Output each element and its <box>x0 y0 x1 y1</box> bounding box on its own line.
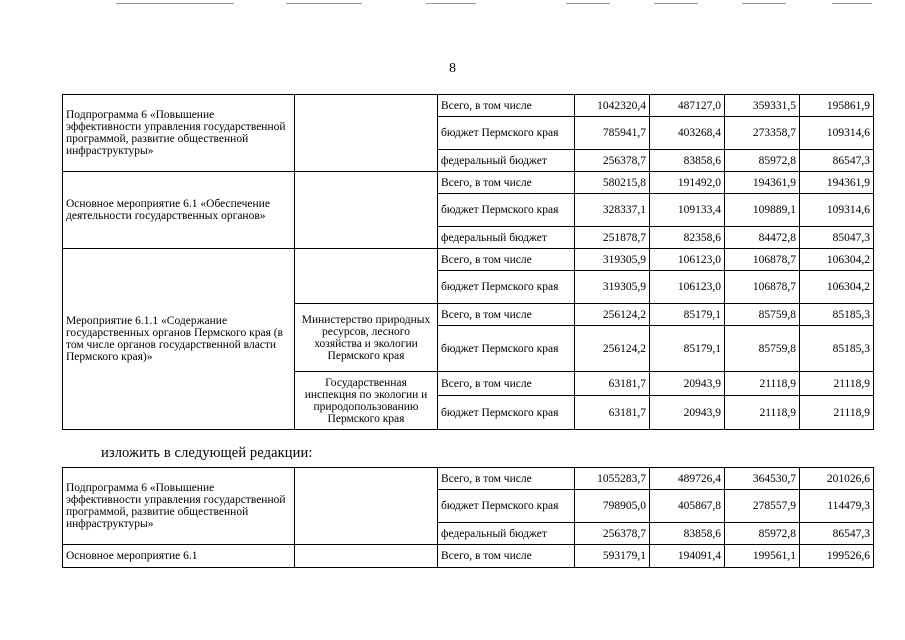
value-cell: 106304,2 <box>800 271 874 304</box>
value-cell: 83858,6 <box>650 523 725 545</box>
source-label: Всего, в том числе <box>438 172 575 194</box>
source-label: бюджет Пермского края <box>438 396 575 430</box>
value-cell: 109889,1 <box>725 194 800 227</box>
value-cell: 256124,2 <box>575 326 650 372</box>
source-label: Всего, в том числе <box>438 468 575 490</box>
value-cell: 109133,4 <box>650 194 725 227</box>
top-rule-6 <box>742 3 786 4</box>
source-label: бюджет Пермского края <box>438 490 575 523</box>
value-cell: 319305,9 <box>575 249 650 271</box>
source-label: Всего, в том числе <box>438 249 575 271</box>
value-cell: 85972,8 <box>725 523 800 545</box>
source-label: Всего, в том числе <box>438 372 575 396</box>
executor-cell <box>295 172 438 249</box>
value-cell: 364530,7 <box>725 468 800 490</box>
source-label: бюджет Пермского края <box>438 194 575 227</box>
value-cell: 201026,6 <box>800 468 874 490</box>
value-cell: 403268,4 <box>650 117 725 150</box>
main-event-6-1-name: Основное мероприятие 6.1 «Обеспечение деятельности государственных органов» <box>63 172 295 249</box>
value-cell: 83858,6 <box>650 150 725 172</box>
value-cell: 328337,1 <box>575 194 650 227</box>
value-cell: 63181,7 <box>575 372 650 396</box>
table-row <box>63 172 874 194</box>
top-rule-7 <box>832 3 872 4</box>
value-cell: 191492,0 <box>650 172 725 194</box>
source-label: федеральный бюджет <box>438 523 575 545</box>
top-rule-5 <box>654 3 698 4</box>
value-cell: 85759,8 <box>725 304 800 326</box>
value-cell: 85179,1 <box>650 304 725 326</box>
value-cell: 85185,3 <box>800 326 874 372</box>
value-cell: 85047,3 <box>800 227 874 249</box>
value-cell: 21118,9 <box>725 372 800 396</box>
value-cell: 20943,9 <box>650 396 725 430</box>
source-label: Всего, в том числе <box>438 545 575 568</box>
top-rule-2 <box>286 3 362 4</box>
executor-cell <box>295 249 438 304</box>
value-cell: 106878,7 <box>725 249 800 271</box>
value-cell: 21118,9 <box>800 372 874 396</box>
value-cell: 580215,8 <box>575 172 650 194</box>
value-cell: 85185,3 <box>800 304 874 326</box>
value-cell: 256124,2 <box>575 304 650 326</box>
value-cell: 798905,0 <box>575 490 650 523</box>
source-label: Всего, в том числе <box>438 304 575 326</box>
table-row <box>63 468 874 490</box>
value-cell: 593179,1 <box>575 545 650 568</box>
value-cell: 86547,3 <box>800 150 874 172</box>
executor-cell <box>295 95 438 172</box>
value-cell: 489726,4 <box>650 468 725 490</box>
top-rule-3 <box>426 3 476 4</box>
value-cell: 405867,8 <box>650 490 725 523</box>
inspection-executor-name: Государственная инспекция по экологии и природопользованию Пермского края <box>295 372 438 430</box>
budget-table-amended <box>62 467 874 568</box>
source-label: бюджет Пермского края <box>438 117 575 150</box>
value-cell: 85972,8 <box>725 150 800 172</box>
value-cell: 85179,1 <box>650 326 725 372</box>
budget-table-original <box>62 94 874 430</box>
executor-cell <box>295 468 438 545</box>
value-cell: 251878,7 <box>575 227 650 249</box>
top-rule-1 <box>116 3 234 4</box>
value-cell: 106878,7 <box>725 271 800 304</box>
value-cell: 194361,9 <box>725 172 800 194</box>
source-label: Всего, в том числе <box>438 95 575 117</box>
value-cell: 199561,1 <box>725 545 800 568</box>
value-cell: 199526,6 <box>800 545 874 568</box>
main-event-6-1-name: Основное мероприятие 6.1 <box>63 545 295 568</box>
value-cell: 256378,7 <box>575 523 650 545</box>
value-cell: 194091,4 <box>650 545 725 568</box>
amendment-instruction: изложить в следующей редакции: <box>101 445 313 461</box>
table-row <box>63 249 874 271</box>
value-cell: 194361,9 <box>800 172 874 194</box>
value-cell: 487127,0 <box>650 95 725 117</box>
value-cell: 21118,9 <box>725 396 800 430</box>
value-cell: 21118,9 <box>800 396 874 430</box>
value-cell: 106123,0 <box>650 249 725 271</box>
executor-cell <box>295 545 438 568</box>
ministry-executor-name: Министерство природных ресурсов, лесного хозяйства и экологии Пермского края <box>295 304 438 372</box>
value-cell: 106123,0 <box>650 271 725 304</box>
value-cell: 84472,8 <box>725 227 800 249</box>
value-cell: 195861,9 <box>800 95 874 117</box>
page-number: 8 <box>449 61 456 76</box>
source-label: бюджет Пермского края <box>438 271 575 304</box>
value-cell: 278557,9 <box>725 490 800 523</box>
top-rule-4 <box>566 3 610 4</box>
source-label: бюджет Пермского края <box>438 326 575 372</box>
value-cell: 319305,9 <box>575 271 650 304</box>
value-cell: 273358,7 <box>725 117 800 150</box>
table-row <box>63 545 874 568</box>
value-cell: 785941,7 <box>575 117 650 150</box>
value-cell: 256378,7 <box>575 150 650 172</box>
value-cell: 1042320,4 <box>575 95 650 117</box>
subprogram-6-name: Подпрограмма 6 «Повышение эффективности управления государственной программой, развитие общественной инфраструктуры» <box>63 468 295 545</box>
event-6-1-1-name: Мероприятие 6.1.1 «Содержание государственных органов Пермского края (в том числе органов государственной власти Пермского края)» <box>63 249 295 430</box>
value-cell: 85759,8 <box>725 326 800 372</box>
table-row <box>63 95 874 117</box>
value-cell: 109314,6 <box>800 194 874 227</box>
value-cell: 20943,9 <box>650 372 725 396</box>
source-label: федеральный бюджет <box>438 227 575 249</box>
value-cell: 106304,2 <box>800 249 874 271</box>
value-cell: 359331,5 <box>725 95 800 117</box>
value-cell: 82358,6 <box>650 227 725 249</box>
source-label: федеральный бюджет <box>438 150 575 172</box>
value-cell: 86547,3 <box>800 523 874 545</box>
value-cell: 63181,7 <box>575 396 650 430</box>
value-cell: 114479,3 <box>800 490 874 523</box>
subprogram-6-name: Подпрограмма 6 «Повышение эффективности управления государственной программой, развитие общественной инфраструктуры» <box>63 95 295 172</box>
value-cell: 1055283,7 <box>575 468 650 490</box>
value-cell: 109314,6 <box>800 117 874 150</box>
